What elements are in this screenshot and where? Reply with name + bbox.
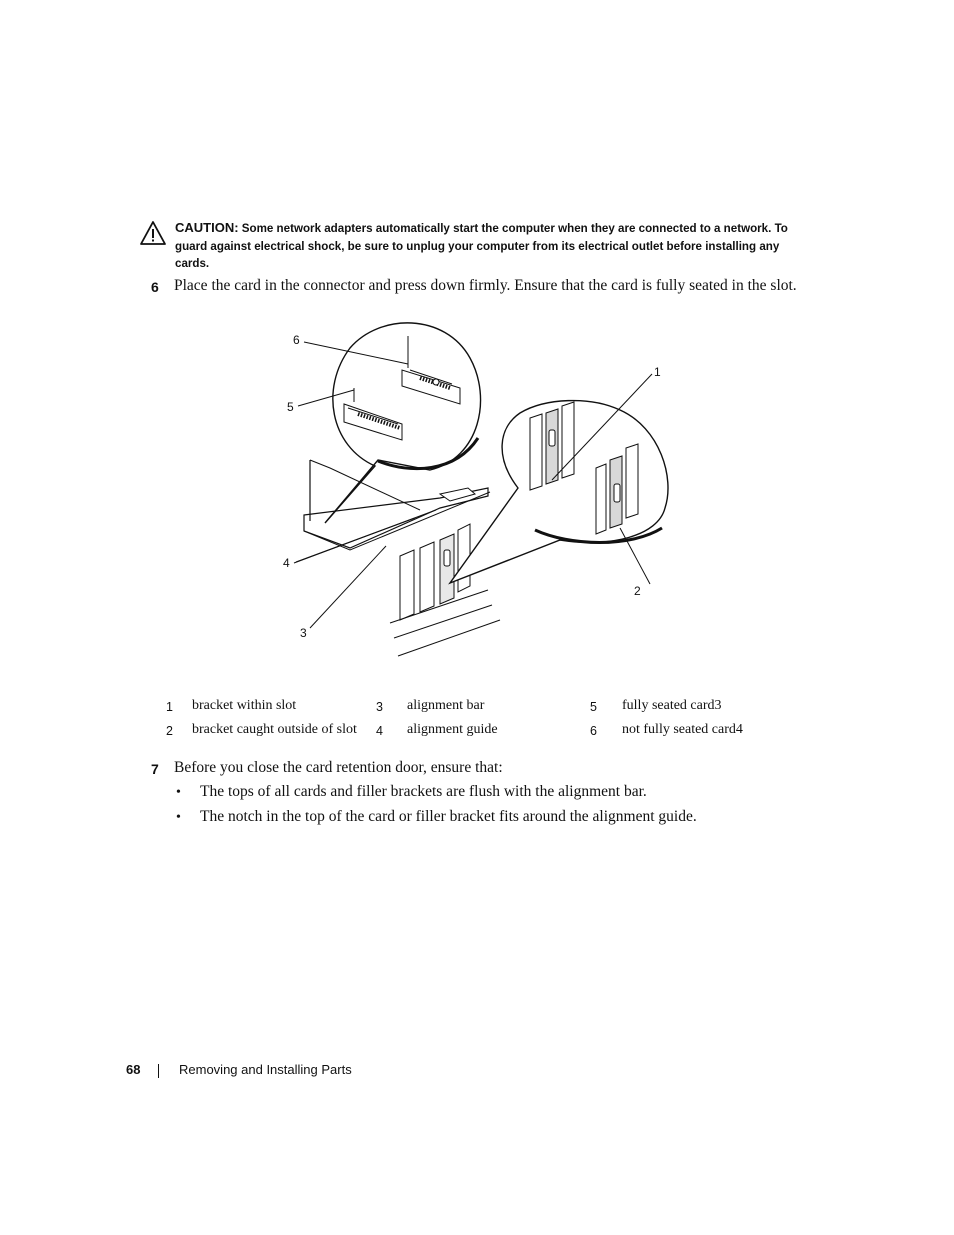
legend-number: 6 <box>590 724 597 738</box>
legend-number: 4 <box>376 724 383 738</box>
callout-1: 1 <box>654 365 661 379</box>
callout-4: 4 <box>283 556 290 570</box>
card-alignment-illustration <box>270 318 690 668</box>
legend-number: 1 <box>166 700 173 714</box>
caution-label: CAUTION: <box>175 220 239 235</box>
bullet-text: The notch in the top of the card or filler bracket fits around the alignment guide. <box>200 808 697 825</box>
legend-number: 5 <box>590 700 597 714</box>
callout-5: 5 <box>287 400 294 414</box>
legend-label: alignment bar <box>407 698 485 713</box>
callout-3: 3 <box>300 626 307 640</box>
step-text: Before you close the card retention door, ensure that: <box>174 759 503 776</box>
caution-notice <box>175 219 815 273</box>
legend-label: bracket within slot <box>192 698 297 713</box>
legend-label: not fully seated card4 <box>622 722 743 737</box>
legend-label: alignment guide <box>407 722 498 737</box>
bullet-marker: • <box>176 785 181 800</box>
step-number: 6 <box>151 279 159 295</box>
step-text: Place the card in the connector and press down firmly. Ensure that the card is fully seated in the slot. <box>174 277 797 294</box>
callout-6: 6 <box>293 333 300 347</box>
step-number: 7 <box>151 761 159 777</box>
page-number: 68 <box>126 1062 141 1077</box>
legend-number: 3 <box>376 700 383 714</box>
callout-2: 2 <box>634 584 641 598</box>
footer-separator <box>158 1064 159 1078</box>
bullet-marker: • <box>176 810 181 825</box>
caution-body: Some network adapters automatically start the computer when they are connected to a network. To guard against electrical shock, be sure to unplug your computer from its electrical outlet before installing any cards. <box>175 222 788 270</box>
legend-label: fully seated card3 <box>622 698 722 713</box>
section-title: Removing and Installing Parts <box>179 1062 352 1077</box>
legend-number: 2 <box>166 724 173 738</box>
legend-label: bracket caught outside of slot <box>192 722 357 737</box>
bullet-text: The tops of all cards and filler brackets are flush with the alignment bar. <box>200 783 647 800</box>
warning-triangle-icon <box>139 220 167 246</box>
